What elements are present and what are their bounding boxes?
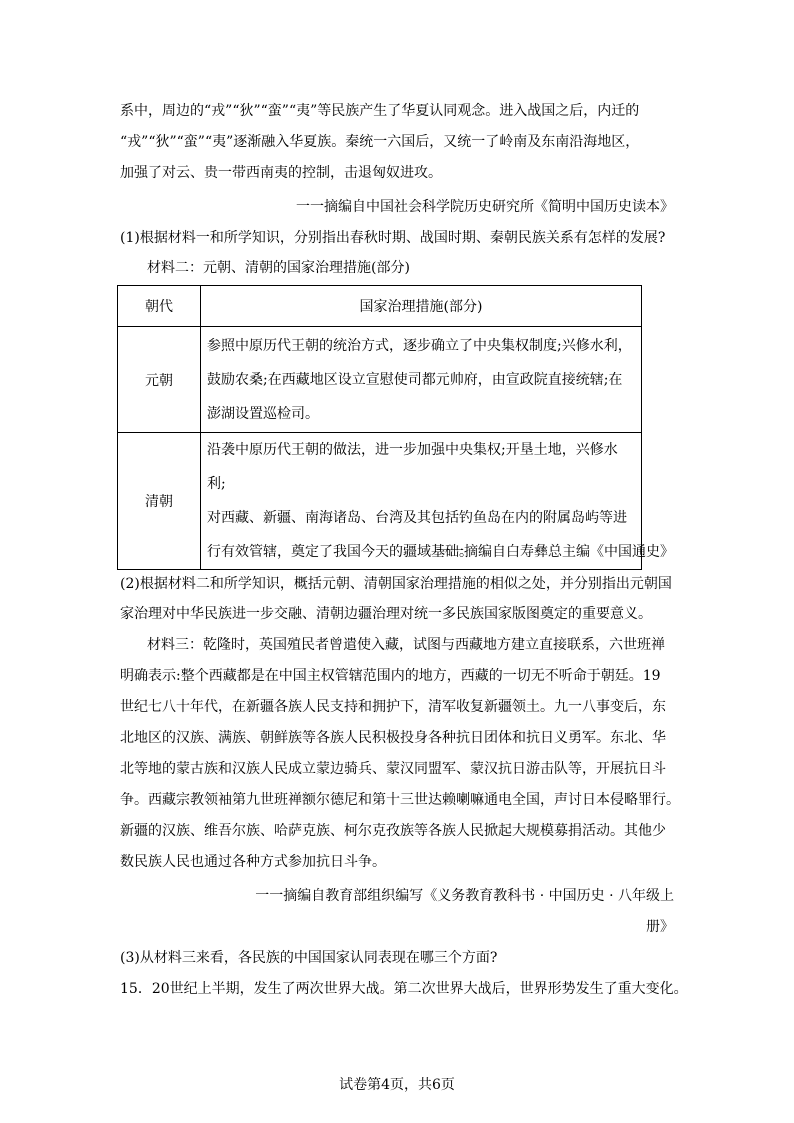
material1-line-2: “戎”“狄”“蛮”“夷”逐渐融入华夏族。秦统一六国后，又统一了岭南及东南沿海地区， <box>120 134 640 150</box>
table-cell-measures <box>201 327 642 433</box>
measure-line: 沿袭中原历代王朝的做法，进一步加强中央集权;开垦土地，兴修水利; <box>207 442 618 492</box>
table-row <box>118 327 642 433</box>
measure-line: 对西藏、新疆、南海诸岛、台湾及其包括钓鱼岛在内的附属岛屿等进 <box>207 510 627 526</box>
question-3: (3)从材料三来看，各民族的中国国家认同表现在哪三个方面? <box>120 950 498 966</box>
material3-line-5: 北等地的蒙古族和汉族人民成立蒙边骑兵、蒙汉同盟军、蒙汉抗日游击队等，开展抗日斗 <box>120 761 666 777</box>
measure-line: 行有效管辖，奠定了我国今天的疆域基础。 <box>207 544 473 560</box>
material3-line-1: 材料三：乾隆时，英国殖民者曾遣使入藏，试图与西藏地方建立直接联系，六世班禅 <box>147 637 665 653</box>
material3-line-7: 新疆的汉族、维吾尔族、哈萨克族、柯尔克孜族等各族人民掀起大规模募捐活动。其他少 <box>120 823 666 839</box>
material3-line-4: 北地区的汉族、满族、朝鲜族等各族人民积极投身各种抗日团体和抗日义勇军。东北、华 <box>120 730 666 746</box>
measure-line: 鼓励农桑;在西藏地区设立宣慰使司都元帅府，由宣政院直接统辖;在 <box>207 371 623 388</box>
material3-line-2: 明确表示:整个西藏都是在中国主权管辖范围内的地方，西藏的一切无不听命于朝廷。19 <box>120 668 661 684</box>
material3-line-6: 争。西藏宗教领袖第九世班禅额尔德尼和第十三世达赖喇嘛通电全国，声讨日本侵略罪行。 <box>120 792 680 808</box>
material3-source-line-1: 一一摘编自教育部组织编写《义务教育教科书 · 中国历史 · 八年级上 <box>255 888 674 904</box>
table-cell-dynasty: 清朝 <box>118 433 201 570</box>
governance-table <box>117 285 642 570</box>
table-cell-dynasty: 元朝 <box>118 327 201 433</box>
question-1: (1)根据材料一和所学知识，分别指出春秋时期、战国时期、秦朝民族关系有怎样的发展? <box>120 230 666 246</box>
material2-title: 材料二：元朝、清朝的国家治理措施(部分) <box>147 260 410 276</box>
table-header-measures: 国家治理措施(部分) <box>201 286 642 327</box>
table-header-dynasty: 朝代 <box>118 286 201 327</box>
material1-line-1: 系中，周边的“戎”“狄”“蛮”“夷”等民族产生了华夏认同观念。进入战国之后，内迁的 <box>120 103 640 119</box>
material2-source: 一一摘编自白寿彝总主编《中国通史》 <box>436 544 674 560</box>
material3-line-3: 世纪七八十年代，在新疆各族人民支持和拥护下，清军收复新疆领土。九一八事变后，东 <box>120 699 666 715</box>
material3-line-8: 数民族人民也通过各种方式参加抗日斗争。 <box>120 854 386 870</box>
material1-line-3: 加强了对云、贵一带西南夷的控制，击退匈奴进攻。 <box>120 165 442 181</box>
question-2-line-2: 家治理对中华民族进一步交融、清朝边疆治理对统一多民族国家版图奠定的重要意义。 <box>120 606 652 622</box>
material3-source-line-2: 册》 <box>646 919 674 935</box>
question-2-line-1: (2)根据材料二和所学知识，概括元朝、清朝国家治理措施的相似之处，并分别指出元朝国 <box>120 576 672 592</box>
material1-source: 一一摘编自中国社会科学院历史研究所《简明中国历史读本》 <box>296 199 674 215</box>
measure-line: 参照中原历代王朝的统治方式，逐步确立了中央集权制度;兴修水利， <box>207 337 632 354</box>
table-header-row <box>118 286 642 327</box>
question-15: 15．20世纪上半期，发生了两次世界大战。第二次世界大战后，世界形势发生了重大变化。 <box>120 981 688 997</box>
measure-line: 澎湖设置巡检司。 <box>207 405 319 422</box>
page-footer: 试卷第4页，共6页 <box>339 1077 455 1093</box>
